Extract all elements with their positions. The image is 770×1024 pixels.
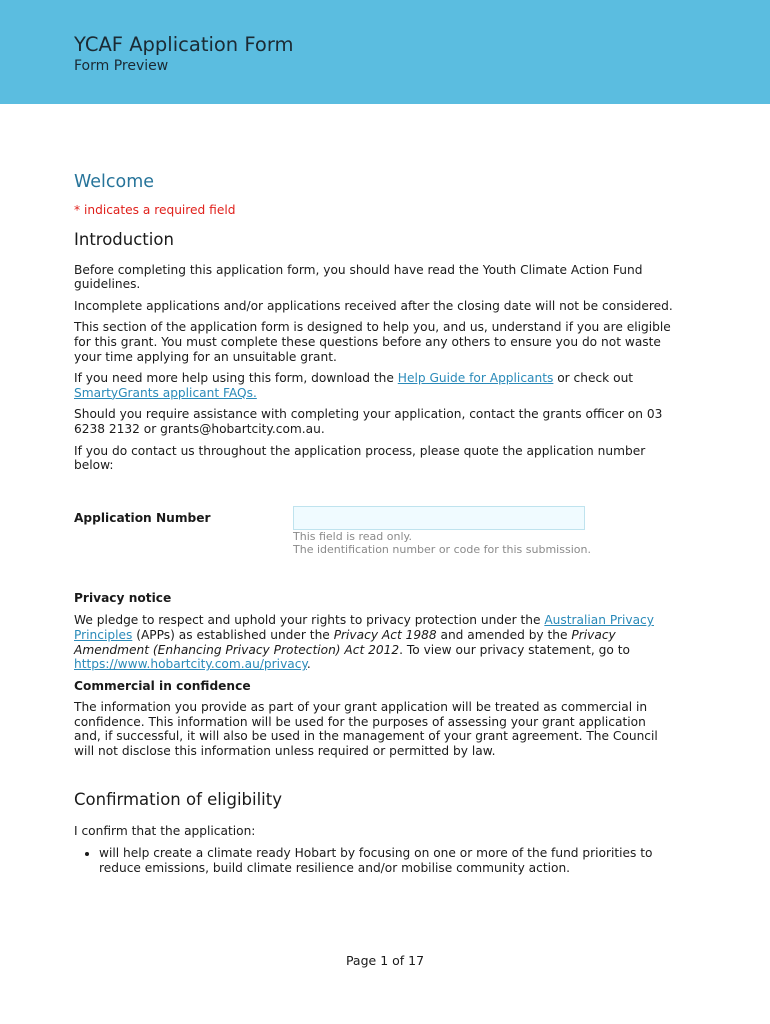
privacy-notice-heading: Privacy notice	[74, 590, 172, 605]
application-number-help	[293, 530, 591, 557]
privacy-notice-text	[74, 613, 674, 671]
form-header	[0, 0, 770, 104]
privacy-statement-link[interactable]: https://www.hobartcity.com.au/privacy	[74, 657, 307, 672]
introduction-heading: Introduction	[74, 229, 174, 249]
application-number-input[interactable]	[293, 506, 585, 530]
smartygrants-faq-link[interactable]: SmartyGrants applicant FAQs.	[74, 385, 257, 400]
privacy-text-1: We pledge to respect and uphold your rights to privacy protection under the	[74, 613, 545, 628]
intro-paragraph-help	[74, 371, 674, 400]
commercial-confidence-heading: Commercial in confidence	[74, 678, 251, 693]
application-number-label: Application Number	[74, 510, 211, 525]
form-title: YCAF Application Form	[74, 33, 294, 56]
application-number-row	[74, 506, 674, 578]
field-description: The identification number or code for this submission.	[293, 543, 591, 557]
eligibility-intro: I confirm that the application:	[74, 823, 256, 838]
required-field-note: * indicates a required field	[74, 203, 236, 217]
privacy-text-5: .	[306, 657, 311, 672]
privacy-act-title: Privacy Act 1988	[333, 627, 437, 642]
intro-paragraph-guidelines: Before completing this application form, you should have read the Youth Climate Action Fund guidelines.	[74, 262, 643, 292]
intro-paragraph-incomplete: Incomplete applications and/or applications received after the closing date will not be considered.	[74, 298, 673, 313]
intro-paragraph-contact: Should you require assistance with completing your application, contact the grants officer on 03 6238 2132 or grants@hobartcity.com.au.	[74, 407, 663, 436]
privacy-text-4: . To view our privacy statement, go to	[399, 642, 630, 657]
privacy-text-3: and amended by the	[436, 627, 572, 642]
intro-paragraph-eligibility: This section of the application form is designed to help you, and us, understand if you are eligible for this grant. You must complete these questions before any others to ensure you do not waste your time applying for an unsuitable grant.	[74, 320, 671, 364]
page-number: Page 1 of 17	[345, 953, 425, 968]
intro-paragraph-quote-number: If you do contact us throughout the application process, please quote the application number below:	[74, 443, 646, 473]
commercial-confidence-text: The information you provide as part of your grant application will be treated as commercial in confidence. This information will be used for the purposes of assessing your grant application and, if successful, it will also be used in the management of your grant agreement. The Council will not disclose this information unless required or permitted by law.	[74, 700, 658, 759]
help-guide-link[interactable]: Help Guide for Applicants	[397, 371, 554, 386]
readonly-note: This field is read only.	[293, 529, 412, 543]
australian-privacy-principles-link[interactable]: Australian Privacy Principles	[74, 613, 654, 642]
welcome-heading: Welcome	[74, 172, 155, 192]
eligibility-criteria-list	[74, 846, 674, 875]
list-item: • will help create a climate ready Hobart by focusing on one or more of the fund priorities to reduce emissions, build climate resilience and/or mobilise community action.	[99, 846, 674, 875]
privacy-amendment-title: Privacy Amendment (Enhancing Privacy Protection) Act 2012	[74, 627, 616, 657]
eligibility-heading: Confirmation of eligibility	[74, 789, 282, 809]
form-subtitle: Form Preview	[74, 58, 169, 74]
privacy-text-2: (APPs) as established under the	[132, 627, 334, 642]
help-text-middle: or check out	[553, 371, 634, 386]
help-text-before: If you need more help using this form, download the	[74, 371, 398, 386]
form-content	[74, 170, 674, 875]
